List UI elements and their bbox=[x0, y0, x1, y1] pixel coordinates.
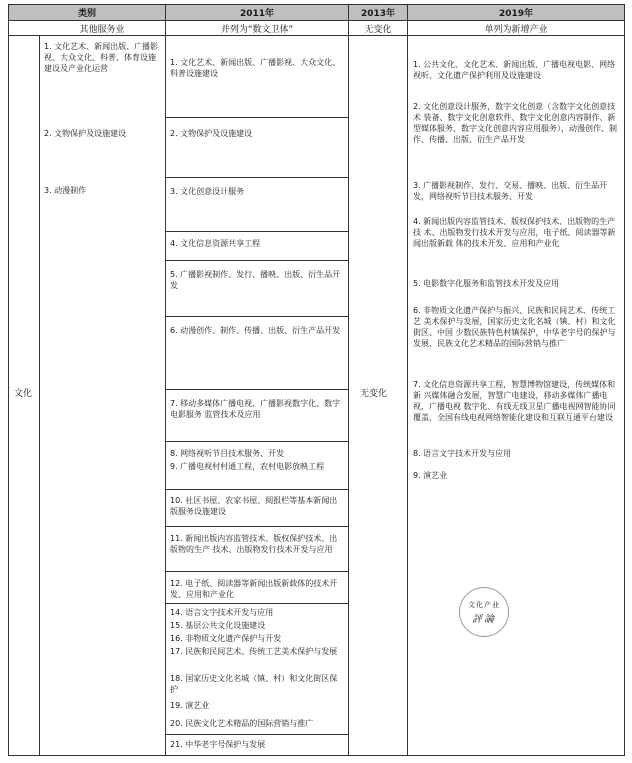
item-2019: 3. 广播影视制作、发行、交易、播映、出版、衍生品开发，网络视听节目技术服务、开发 bbox=[413, 181, 608, 201]
col-divider-4 bbox=[407, 5, 408, 755]
item-2019: 9. 演艺业 bbox=[413, 471, 448, 480]
col-divider-1 bbox=[39, 35, 40, 755]
subheader-2013: 无变化 bbox=[364, 24, 392, 35]
item-2011: 12. 电子纸、阅读器等新闻出版新载体的技术开发、应用和产业化 bbox=[170, 579, 338, 599]
item-2011: 9. 广播电视村村通工程，农村电影放映工程 bbox=[170, 462, 325, 471]
row-divider bbox=[165, 260, 348, 261]
item-2011: 18. 国家历史文化名城（镇、村）和文化街区保护 bbox=[170, 674, 338, 694]
item-2011: 2. 文物保护及设施建设 bbox=[170, 129, 253, 138]
row-divider bbox=[165, 231, 348, 232]
category-label: 文化 bbox=[14, 389, 33, 399]
item-2019: 4. 新闻出版内容监管技术、版权保护技术、出版物的生产技 术、出版物发行技术开发与应用，电子纸、阅读器等新闻出版新载 体的技术开发、应用和产业化 bbox=[413, 217, 616, 248]
header-2013: 2013年 bbox=[349, 5, 407, 20]
row-divider bbox=[165, 526, 348, 527]
row-divider bbox=[165, 603, 348, 604]
item-2019: 8. 语言文字技术开发与应用 bbox=[413, 449, 512, 458]
seal-line2: 評論 bbox=[472, 613, 496, 625]
item-2011: 5. 广播影视制作、发行、播映、出版、衍生品开发 bbox=[170, 270, 341, 290]
item-2011: 4. 文化信息资源共享工程 bbox=[170, 239, 261, 248]
item-2019: 5. 电影数字化服务和监管技术开发及应用 bbox=[413, 279, 560, 288]
col-2013-value: 无变化 bbox=[360, 389, 388, 399]
item-2011: 3. 文化创意设计服务 bbox=[170, 187, 245, 196]
item-2011: 17. 民族和民间艺术、传统工艺美术保护与发展 bbox=[170, 647, 338, 656]
header-divider bbox=[9, 20, 624, 21]
item-2011: 14. 语言文字技术开发与应用 bbox=[170, 608, 274, 617]
row-divider bbox=[165, 489, 348, 490]
subheader-divider bbox=[9, 35, 624, 36]
row-divider bbox=[165, 177, 348, 178]
item-2011: 6. 动漫创作、制作、传播、出版、衍生产品开发 bbox=[170, 326, 341, 335]
row-divider bbox=[165, 316, 348, 317]
item-2019: 1. 公共文化、文化艺术、新闻出版、广播电视电影、网络视听、文化遗产保护利用及设施建设 bbox=[413, 60, 616, 80]
row-divider bbox=[165, 117, 348, 118]
col-divider-3 bbox=[348, 5, 349, 755]
row-divider bbox=[165, 571, 348, 572]
other-item: 1. 文化艺术、新闻出版、广播影视、大众文化、科普、体育设施建设及产业化运营 bbox=[44, 42, 159, 73]
item-2011: 8. 网络视听节目技术服务、开发 bbox=[170, 449, 285, 458]
item-2011: 1. 文化艺术、新闻出版、广播影视、大众文化、科普设施建设 bbox=[170, 58, 341, 78]
subheader-2011: 并列为“数文卫体” bbox=[220, 24, 294, 35]
item-2019: 2. 文化创意设计服务，数字文化创意（含数字文化创意技术 装备、数字文化创意软件、数字文化创意内容制作、新型媒体服务、数字文化创意内容应用服务），动漫创作、制作、传播、出版、衍生产品开发 bbox=[413, 102, 617, 144]
row-divider bbox=[165, 441, 348, 442]
item-2011: 16. 非物质文化遗产保护与开发 bbox=[170, 634, 282, 643]
seal-logo bbox=[459, 587, 509, 637]
item-2011: 7. 移动多媒体广播电视、广播影视数字化、数字电影服务 监管技术及应用 bbox=[170, 399, 341, 419]
header-2019: 2019年 bbox=[408, 5, 624, 20]
item-2011: 19. 演艺业 bbox=[170, 701, 210, 710]
other-item: 2. 文物保护及设施建设 bbox=[44, 129, 127, 138]
item-2011: 20. 民族文化艺术精品的国际营销与推广 bbox=[170, 719, 314, 728]
subheader-2019: 单列为新增产业 bbox=[484, 24, 548, 35]
item-2011: 15. 基层公共文化设施建设 bbox=[170, 621, 266, 630]
subheader-other-services: 其他服务业 bbox=[79, 24, 125, 35]
item-2011: 10. 社区书屋、农家书屋、阅报栏等基本新闻出版服务设施建设 bbox=[170, 496, 338, 516]
item-2019: 6. 非物质文化遗产保护与振兴、民族和民间艺术、传统工艺 美术保护与发展，国家历史文化名城（镇、村）和文化街区、中国 少数民族特色村镇保护，中华老字号的保护与发展，民族文化艺术精品的国际营销与推广 bbox=[413, 306, 616, 348]
row-divider bbox=[165, 389, 348, 390]
item-2019: 7. 文化信息资源共享工程，智慧博物馆建设，传统媒体和新 兴媒体融合发展，智慧广电建设，移动多媒体广播电视，广播电视 数字化、有线无线卫星广播电视网智能协同覆盖，全国有线电视网络智能化建设和互联互通平台建设 bbox=[413, 380, 616, 422]
culture-industry-table bbox=[8, 4, 625, 756]
header-category: 类别 bbox=[9, 5, 165, 20]
header-2011: 2011年 bbox=[166, 5, 348, 20]
item-2011: 21. 中华老字号保护与发展 bbox=[170, 740, 266, 749]
other-item: 3. 动漫制作 bbox=[44, 186, 87, 195]
row-divider bbox=[165, 734, 348, 735]
seal-line1: 文化产业 bbox=[468, 600, 500, 609]
item-2011: 11. 新闻出版内容监管技术、版权保护技术、出版物的生产 技术、出版物发行技术开发与应用 bbox=[170, 534, 338, 554]
